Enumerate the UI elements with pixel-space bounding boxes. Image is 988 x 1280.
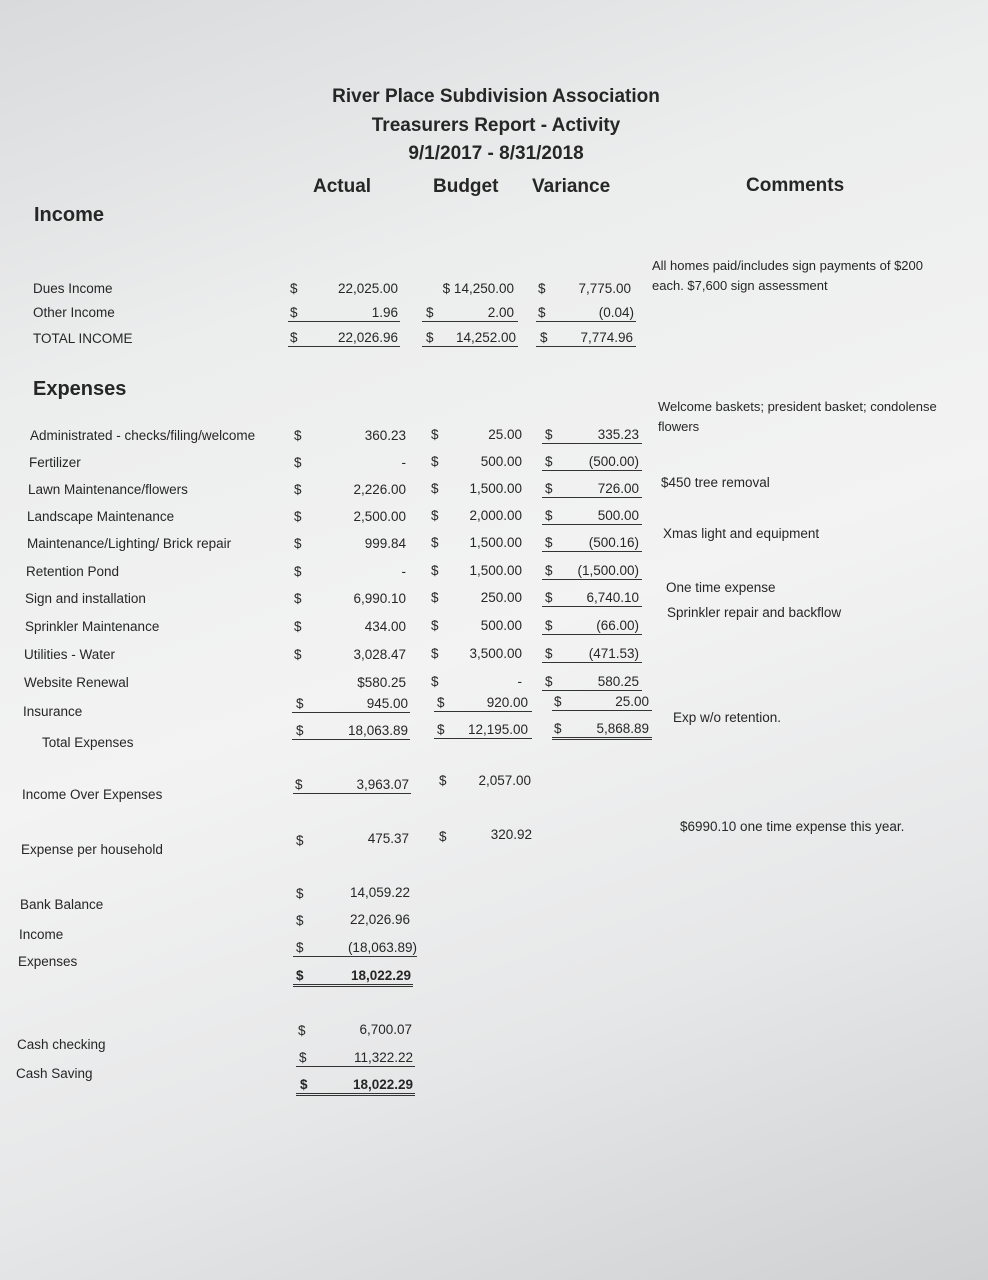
expense-website-vcur: $ [545,674,553,689]
expense-total-expenses-label: Total Expenses [42,735,134,750]
other-income-variance: (0.04) [598,305,634,320]
expense-total-expenses-variance: 5,868.89 [596,721,649,736]
expense-sprinkler-variance-underline [542,618,642,635]
expense-retention-budget: 1,500.00 [469,563,522,578]
expense-website-variance: 580.25 [597,674,639,689]
cash-checking-value: 6,700.07 [359,1022,412,1037]
expense-utilities-variance: (471.53) [588,646,639,661]
expense-sign-cur: $ [294,591,302,606]
expense-admin-budget: 25.00 [488,427,522,442]
cash-total-underline [296,1077,415,1096]
expense-landscape-variance-underline [542,508,642,525]
expense-insurance-label: Insurance [23,704,83,719]
expense-utilities-budget: 3,500.00 [469,646,522,661]
expense-sprinkler-budget: 500.00 [480,618,522,633]
expense-sign-variance-underline [542,590,642,607]
balance-income-label: Income [19,927,64,942]
balance-total-underline [293,968,413,987]
expense-per-household-actual: 475.37 [367,831,409,846]
sprinkler-comment: Sprinkler repair and backflow [667,605,842,620]
dues-income-vcur: $ [538,281,546,296]
expense-landscape-vcur: $ [545,508,553,523]
expense-lighting-variance-underline [542,535,642,552]
expense-utilities-vcur: $ [545,646,553,661]
balance-total-value: 18,022.29 [350,968,411,983]
expense-admin-cur: $ [294,428,302,443]
expense-retention-cur: $ [294,564,302,579]
expense-admin-vcur: $ [545,427,553,442]
expense-admin-actual: 360.23 [364,428,406,443]
total-income-label: TOTAL INCOME [33,331,133,346]
expense-lawn-vcur: $ [545,481,553,496]
other-income-budget: 2.00 [487,305,514,320]
col-actual: Actual [313,176,372,197]
expense-admin-label: Administrated - checks/filing/welcome [30,428,256,443]
expense-sprinkler-actual: 434.00 [364,619,406,634]
dues-income-label: Dues Income [33,281,113,296]
income-over-expenses-bcur: $ [439,773,447,788]
expense-sprinkler-vcur: $ [545,618,553,633]
expense-utilities-label: Utilities - Water [24,647,116,662]
balance-expenses-underline [293,940,417,957]
other-income-budget-underline [422,305,518,322]
expense-website-bcur: $ [431,674,439,689]
expense-sign-label: Sign and installation [25,591,146,606]
other-income-cur: $ [290,305,298,320]
expense-insurance-cur: $ [296,696,304,711]
expense-insurance-actual-underline [292,696,410,713]
other-income-actual: 1.96 [371,305,398,320]
expense-fertilizer-bcur: $ [431,454,439,469]
expense-per-household-bcur: $ [439,829,447,844]
other-income-actual-underline [288,305,400,322]
expense-fertilizer-actual: - [401,455,406,470]
expense-sign-vcur: $ [545,590,553,605]
total-income-variance-underline [536,330,636,347]
cash-checking-label: Cash checking [17,1037,106,1052]
expense-sign-budget: 250.00 [480,590,522,605]
expense-lighting-actual: 999.84 [364,536,406,551]
balance-expenses-cur: $ [296,940,304,955]
balance-income-cur: $ [296,913,304,928]
balance-income-value: 22,026.96 [349,912,410,927]
expense-utilities-actual: 3,028.47 [353,647,406,662]
col-comments: Comments [746,175,845,196]
expense-website-variance-underline [542,674,642,691]
lighting-comment: Xmas light and equipment [663,526,820,541]
expense-utilities-cur: $ [294,647,302,662]
total-income-bcur: $ [426,330,434,345]
income-over-expenses-label: Income Over Expenses [22,787,163,802]
expense-retention-variance-underline [542,563,642,580]
expense-insurance-budget: 920.00 [486,695,528,710]
expense-lawn-bcur: $ [431,481,439,496]
expense-retention-bcur: $ [431,563,439,578]
total-income-budget: 14,252.00 [455,330,516,345]
expense-total-expenses-actual-underline [292,723,410,740]
total-expenses-comment: Exp w/o retention. [673,710,782,725]
expense-admin-variance: 335.23 [597,427,639,442]
expense-website-label: Website Renewal [24,675,129,690]
expense-retention-variance: (1,500.00) [577,563,639,578]
dues-income-variance: 7,775.00 [578,281,631,296]
expense-lighting-bcur: $ [431,535,439,550]
other-income-bcur: $ [426,305,434,320]
total-income-actual: 22,026.96 [337,330,398,345]
income-heading: Income [34,204,105,226]
expense-insurance-variance: 25.00 [615,694,649,709]
expense-sprinkler-label: Sprinkler Maintenance [25,619,160,634]
other-income-label: Other Income [33,305,115,320]
total-income-budget-underline [422,330,518,347]
expense-total-expenses-budget-underline [434,722,532,739]
cash-saving-underline [296,1050,415,1067]
expense-insurance-budget-underline [434,695,532,712]
expense-fertilizer-vcur: $ [545,454,553,469]
expense-lawn-budget: 1,500.00 [469,481,522,496]
expense-sign-variance: 6,740.10 [586,590,639,605]
expense-total-expenses-budget: 12,195.00 [467,722,528,737]
report-title: River Place Subdivision Association [332,86,660,107]
col-variance: Variance [532,176,611,197]
expense-insurance-bcur: $ [437,695,445,710]
expense-lighting-variance: (500.16) [588,535,639,550]
total-income-vcur: $ [540,330,548,345]
total-income-cur: $ [290,330,298,345]
expense-per-household-cur: $ [296,833,304,848]
expense-fertilizer-variance-underline [542,454,642,471]
expense-sign-actual: 6,990.10 [353,591,406,606]
expense-fertilizer-variance: (500.00) [588,454,639,469]
cash-saving-cur: $ [299,1050,307,1065]
cash-checking-cur: $ [298,1023,306,1038]
expense-retention-vcur: $ [545,563,553,578]
expense-per-household-label: Expense per household [21,842,163,857]
income-over-expenses-budget: 2,057.00 [478,773,531,788]
cash-saving-label: Cash Saving [16,1066,93,1081]
report-period: 9/1/2017 - 8/31/2018 [408,143,584,164]
expense-lawn-variance: 726.00 [597,481,639,496]
expense-total-expenses-cur: $ [296,723,304,738]
income-over-expenses-actual: 3,963.07 [356,777,409,792]
bank-balance-cur: $ [296,886,304,901]
expense-admin-bcur: $ [431,427,439,442]
expense-lighting-vcur: $ [545,535,553,550]
expense-landscape-budget: 2,000.00 [469,508,522,523]
expense-website-actual: $580.25 [357,675,406,690]
expense-admin-variance-underline [542,427,642,444]
expense-landscape-cur: $ [294,509,302,524]
expense-lawn-actual: 2,226.00 [353,482,406,497]
expense-utilities-variance-underline [542,646,642,663]
expense-insurance-actual: 945.00 [366,696,408,711]
report-subtitle: Treasurers Report - Activity [371,115,621,136]
dues-income-actual: 22,025.00 [337,281,398,296]
expense-lawn-variance-underline [542,481,642,498]
other-income-vcur: $ [538,305,546,320]
total-income-actual-underline [288,330,400,347]
balance-expenses-value: (18,063.89) [347,940,417,955]
admin-comment: Welcome baskets; president basket; condolense flowers [658,399,937,434]
expense-utilities-bcur: $ [431,646,439,661]
bank-balance-label: Bank Balance [20,897,104,912]
expense-landscape-label: Landscape Maintenance [27,509,175,524]
expense-fertilizer-cur: $ [294,455,302,470]
balance-total-cur: $ [296,968,304,983]
lawn-comment: $450 tree removal [661,475,770,490]
bank-balance-value: 14,059.22 [349,885,410,900]
expense-lighting-budget: 1,500.00 [469,535,522,550]
expense-total-expenses-actual: 18,063.89 [347,723,408,738]
expense-fertilizer-label: Fertilizer [29,455,81,470]
expense-lawn-cur: $ [294,482,302,497]
expense-total-expenses-vcur: $ [554,721,562,736]
expense-per-household-comment: $6990.10 one time expense this year. [680,819,905,834]
balance-expenses-label: Expenses [18,954,78,969]
expense-sprinkler-bcur: $ [431,618,439,633]
expenses-heading: Expenses [33,378,127,400]
expense-retention-actual: - [401,564,406,579]
expense-lawn-label: Lawn Maintenance/flowers [28,482,188,497]
expense-retention-label: Retention Pond [26,564,120,579]
income-over-expenses-actual-underline [293,777,411,794]
expense-fertilizer-budget: 500.00 [480,454,522,469]
cash-total-cur: $ [300,1077,308,1092]
expense-insurance-vcur: $ [554,694,562,709]
expense-website-budget: - [517,674,522,689]
expense-lighting-label: Maintenance/Lighting/ Brick repair [27,536,232,551]
expense-total-expenses-variance-underline [552,721,652,740]
expense-lighting-cur: $ [294,536,302,551]
cash-saving-value: 11,322.22 [353,1050,413,1065]
expense-sprinkler-variance: (66.00) [596,618,639,633]
expense-landscape-bcur: $ [431,508,439,523]
dues-income-cur: $ [290,281,298,296]
cash-total-value: 18,022.29 [352,1077,413,1092]
expense-landscape-actual: 2,500.00 [353,509,406,524]
income-comment: All homes paid/includes sign payments of $200 each. $7,600 sign assessment [652,258,923,293]
expense-landscape-variance: 500.00 [597,508,639,523]
other-income-variance-underline [536,305,636,322]
expense-total-expenses-bcur: $ [437,722,445,737]
col-budget: Budget [433,176,499,197]
income-over-expenses-cur: $ [295,777,303,792]
expense-per-household-budget: 320.92 [490,827,532,842]
sign-comment: One time expense [666,580,776,595]
expense-sprinkler-cur: $ [294,619,302,634]
expense-sign-bcur: $ [431,590,439,605]
expense-insurance-variance-underline [552,694,652,711]
dues-income-budget: $ 14,250.00 [442,281,514,296]
total-income-variance: 7,774.96 [580,330,633,345]
